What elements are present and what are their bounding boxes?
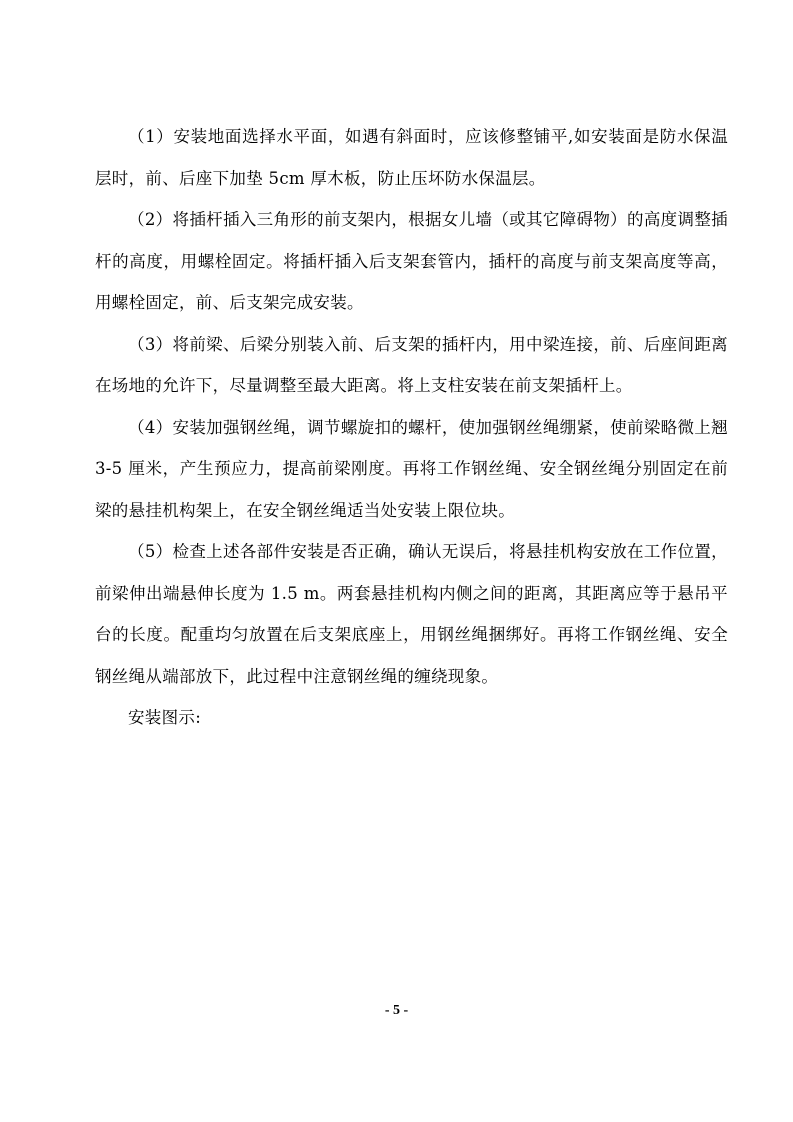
document-body [95,116,728,739]
paragraph-step-2: （2）将插杆插入三角形的前支架内，根据女儿墙（或其它障碍物）的高度调整插杆的高度，用螺栓固定。将插杆插入后支架套管内，插杆的高度与前支架高度等高，用螺栓固定，前、后支架完成安装。 [95,210,728,312]
figure-caption: 安装图示: [128,708,202,727]
paragraph-step-4: （4）安装加强钢丝绳，调节螺旋扣的螺杆，使加强钢丝绳绷紧，使前梁略微上翘 3-5 厘米，产生预应力，提高前梁刚度。再将工作钢丝绳、安全钢丝绳分别固定在前梁的悬挂机构架上，在安全钢丝绳适当处安装上限位块。 [95,417,728,520]
page-number: - 5 - [384,1003,409,1018]
paragraph-step-1: （1）安装地面选择水平面，如遇有斜面时，应该修整铺平,如安装面是防水保温层时，前、后座下加垫 5cm 厚木板，防止压坏防水保温层。 [95,127,728,188]
paragraph-step-5: （5）检查上述各部件安装是否正确，确认无误后，将悬挂机构安放在工作位置，前梁伸出端悬伸长度为 1.5 m。两套悬挂机构内侧之间的距离，其距离应等于悬吊平台的长度。配重均匀放置在后支架底座上，用钢丝绳捆绑好。再将工作钢丝绳、安全钢丝绳从端部放下，此过程中注意钢丝绳的缠绕现象。 [95,542,728,686]
paragraph-step-3: （3）将前梁、后梁分别装入前、后支架的插杆内，用中梁连接，前、后座间距离在场地的允许下，尽量调整至最大距离。将上支柱安装在前支架插杆上。 [95,334,728,395]
